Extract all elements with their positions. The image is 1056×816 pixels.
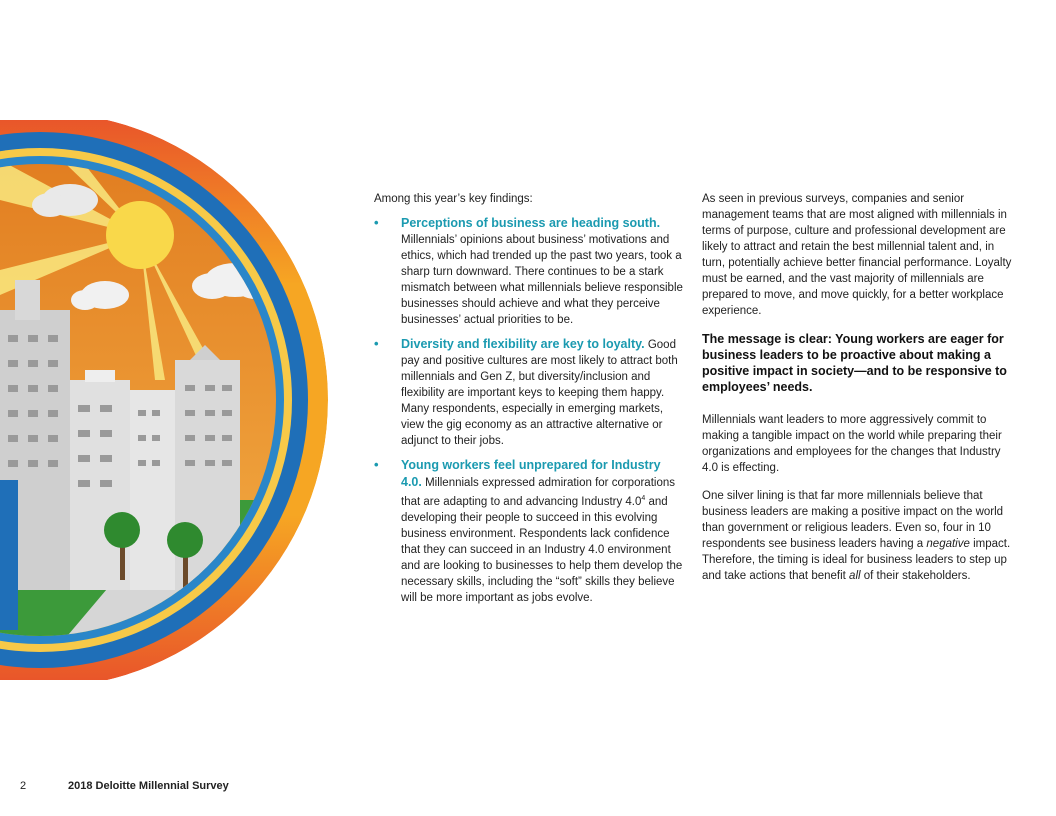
emphasis-negative: negative bbox=[926, 538, 970, 550]
left-column bbox=[374, 191, 684, 614]
paragraph-surveys: As seen in previous surveys, companies and senior management teams that are most aligned with millennials in terms of purpose, culture and professional development are likely to attract and retain the best millennial talent and, in turn, potentially achieve better financial performance. Loyalty must be earned, and the vast majority of millennials are prepared to move, and move quickly, for a better workplace experience. bbox=[702, 193, 1012, 317]
right-column bbox=[702, 191, 1012, 596]
finding-heading: Young workers feel unprepared for Industry 4.0. bbox=[401, 458, 661, 489]
text-run: One silver lining is that far more millennials believe that business leaders are making a positive impact on the world than government or religious leaders. Even so, four in 10 respondents see business leaders having a bbox=[702, 490, 1004, 550]
city-illustration bbox=[0, 120, 340, 680]
finding-heading: Perceptions of business are heading south. bbox=[401, 216, 661, 230]
finding-item bbox=[374, 215, 684, 328]
paragraph-leaders: Millennials want leaders to more aggressively commit to making a tangible impact on the world while preparing their organizations and employees for the changes that Industry 4.0 is effecting. bbox=[702, 414, 1002, 474]
finding-body: Millennials’ opinions about business’ motivations and ethics, which had trended up the past two years, took a sharp turn downward. There continues to be a stark mismatch between what millennials believe responsible businesses should achieve and what they perceive businesses’ actual priorities to be. bbox=[401, 234, 683, 326]
emphasis-all: all bbox=[849, 570, 861, 582]
text-run: impact. Therefore, the timing is ideal for business leaders to step up and take actions that benefit bbox=[702, 538, 1011, 582]
bullet-icon: • bbox=[374, 215, 379, 230]
text-run: of their stakeholders. bbox=[860, 570, 971, 582]
key-message: The message is clear: Young workers are eager for business leaders to be proactive about making a positive impact in society—and to be responsive to employees’ needs. bbox=[702, 332, 1007, 394]
footnote-marker: 4 bbox=[641, 495, 646, 502]
key-findings-list bbox=[374, 215, 684, 606]
bullet-icon: • bbox=[374, 336, 379, 351]
paragraph-silver-lining bbox=[702, 488, 1012, 584]
bullet-icon: • bbox=[374, 457, 379, 472]
person-figure bbox=[0, 480, 18, 630]
report-title: 2018 Deloitte Millennial Survey bbox=[68, 780, 229, 792]
sun bbox=[106, 201, 174, 269]
finding-item bbox=[374, 336, 684, 449]
intro-text: Among this year’s key findings: bbox=[374, 193, 533, 205]
finding-heading: Diversity and flexibility are key to loyalty. bbox=[401, 337, 645, 351]
finding-body-cont: and developing their people to succeed in this evolving business environment. Respondents lack confidence that they can succeed in an Industry 4.0 environment and are looking to businesses to help them develop the necessary skills, including the “soft” skills they believe will be more important as jobs evolve. bbox=[401, 495, 683, 604]
finding-item bbox=[374, 457, 684, 606]
finding-body: Good pay and positive cultures are most likely to attract both millennials and Gen Z, but diversity/inclusion and flexibility are important keys to keeping them happy. Many respondents, especially in emerging markets, view the gig economy as an attractive alternative or adjunct to their jobs. bbox=[401, 339, 678, 447]
page-number: 2 bbox=[20, 780, 27, 792]
finding-body: Millennials expressed admiration for corporations that are adapting to and advancing Industry 4.0 bbox=[401, 477, 675, 508]
